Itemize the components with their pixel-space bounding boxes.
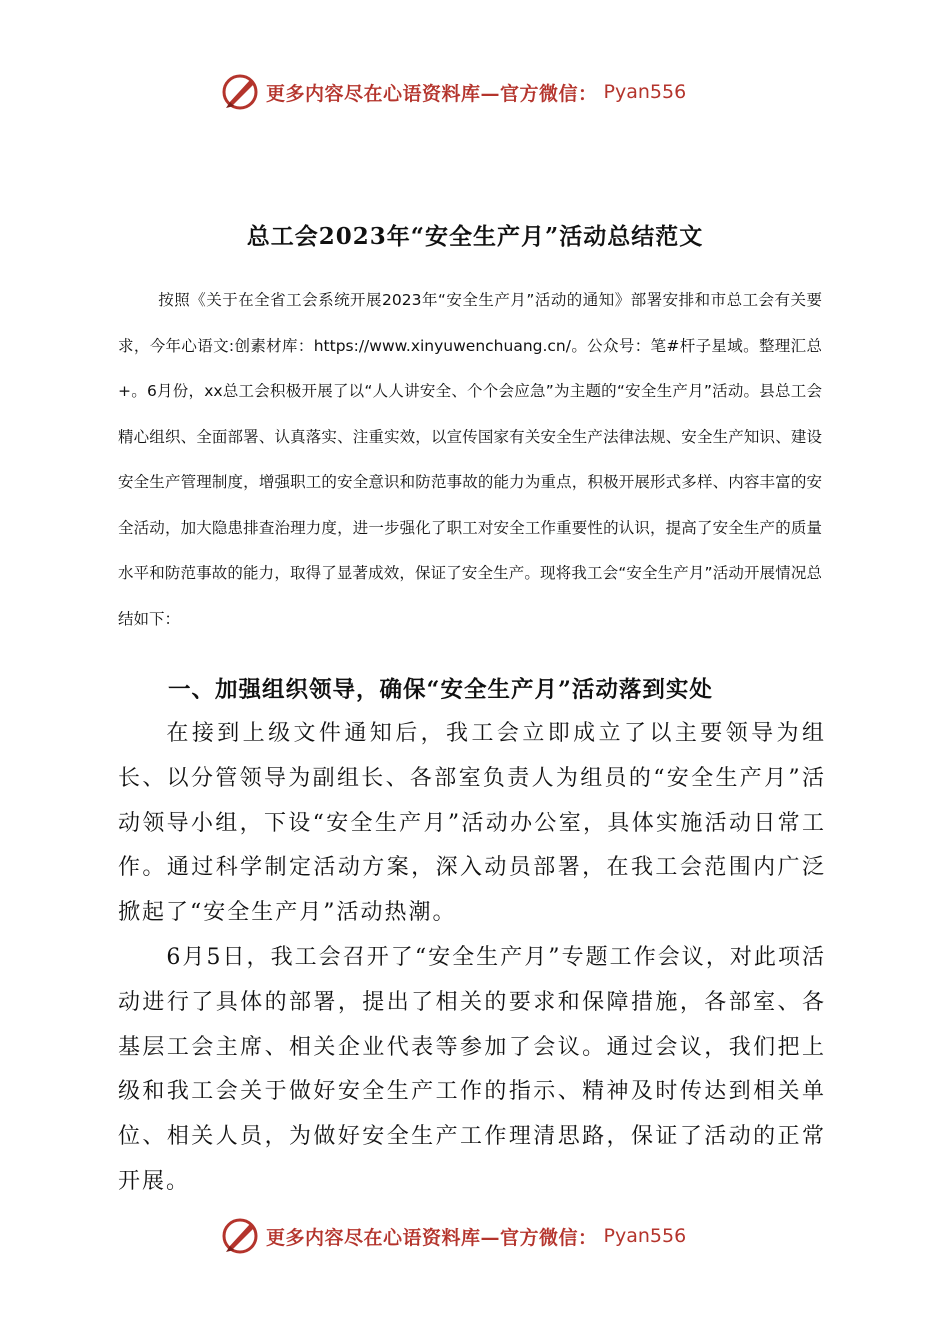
watermark-brand-text: 更多内容尽在心语资料库—官方微信： [266, 1226, 598, 1249]
watermark-wechat-id: Pyan556 [603, 1225, 687, 1247]
watermark-brand-text: 更多内容尽在心语资料库—官方微信： [266, 82, 598, 105]
watermark-wechat-id: Pyan556 [603, 81, 687, 103]
pen-logo-icon [220, 72, 260, 112]
pen-logo-icon [220, 1216, 260, 1256]
section-heading-1: 一、加强组织领导，确保“安全生产月”活动落到实处 [168, 677, 713, 703]
document-title: 总工会2023年“安全生产月”活动总结范文 [246, 223, 704, 250]
body-paragraph-2: 6月5日，我工会召开了“安全生产月”专题工作会议，对此项活动进行了具体的部署，提出了相关的要求和保障措施，各部室、各基层工会主席、相关企业代表等参加了会议。通过会议，我们把上级和我工会关于做好安全生产工作的指示、精神及时传达到相关单位、相关人员，为做好安全生产工作理清思路，保证了活动的正常开展。 [118, 945, 826, 1194]
header-watermark [220, 70, 686, 114]
footer-watermark [220, 1214, 686, 1258]
intro-paragraph: 按照《关于在全省工会系统开展2023年“安全生产月”活动的通知》部署安排和市总工会有关要求，今年心语文:创素材库：https://www.xinyuwenchuang.cn/。公众号：笔#杆子星域。整理汇总+。6月份，xx总工会积极开展了以“人人讲安全、个个会应急”为主题的“安全生产月”活动。县总工会精心组织、全面部署、认真落实、注重实效，以宣传国家有关安全生产法律法规、安全生产知识、建设安全生产管理制度，增强职工的安全意识和防范事故的能力为重点，积极开展形式多样、内容丰富的安全活动，加大隐患排查治理力度，进一步强化了职工对安全工作重要性的认识，提高了安全生产的质量水平和防范事故的能力，取得了显著成效，保证了安全生产。现将我工会“安全生产月”活动开展情况总结如下： [118, 291, 822, 628]
body-paragraph-1: 在接到上级文件通知后，我工会立即成立了以主要领导为组长、以分管领导为副组长、各部室负责人为组员的“安全生产月”活动领导小组，下设“安全生产月”活动办公室，具体实施活动日常工作。通过科学制定活动方案，深入动员部署，在我工会范围内广泛掀起了“安全生产月”活动热潮。 [118, 721, 826, 926]
